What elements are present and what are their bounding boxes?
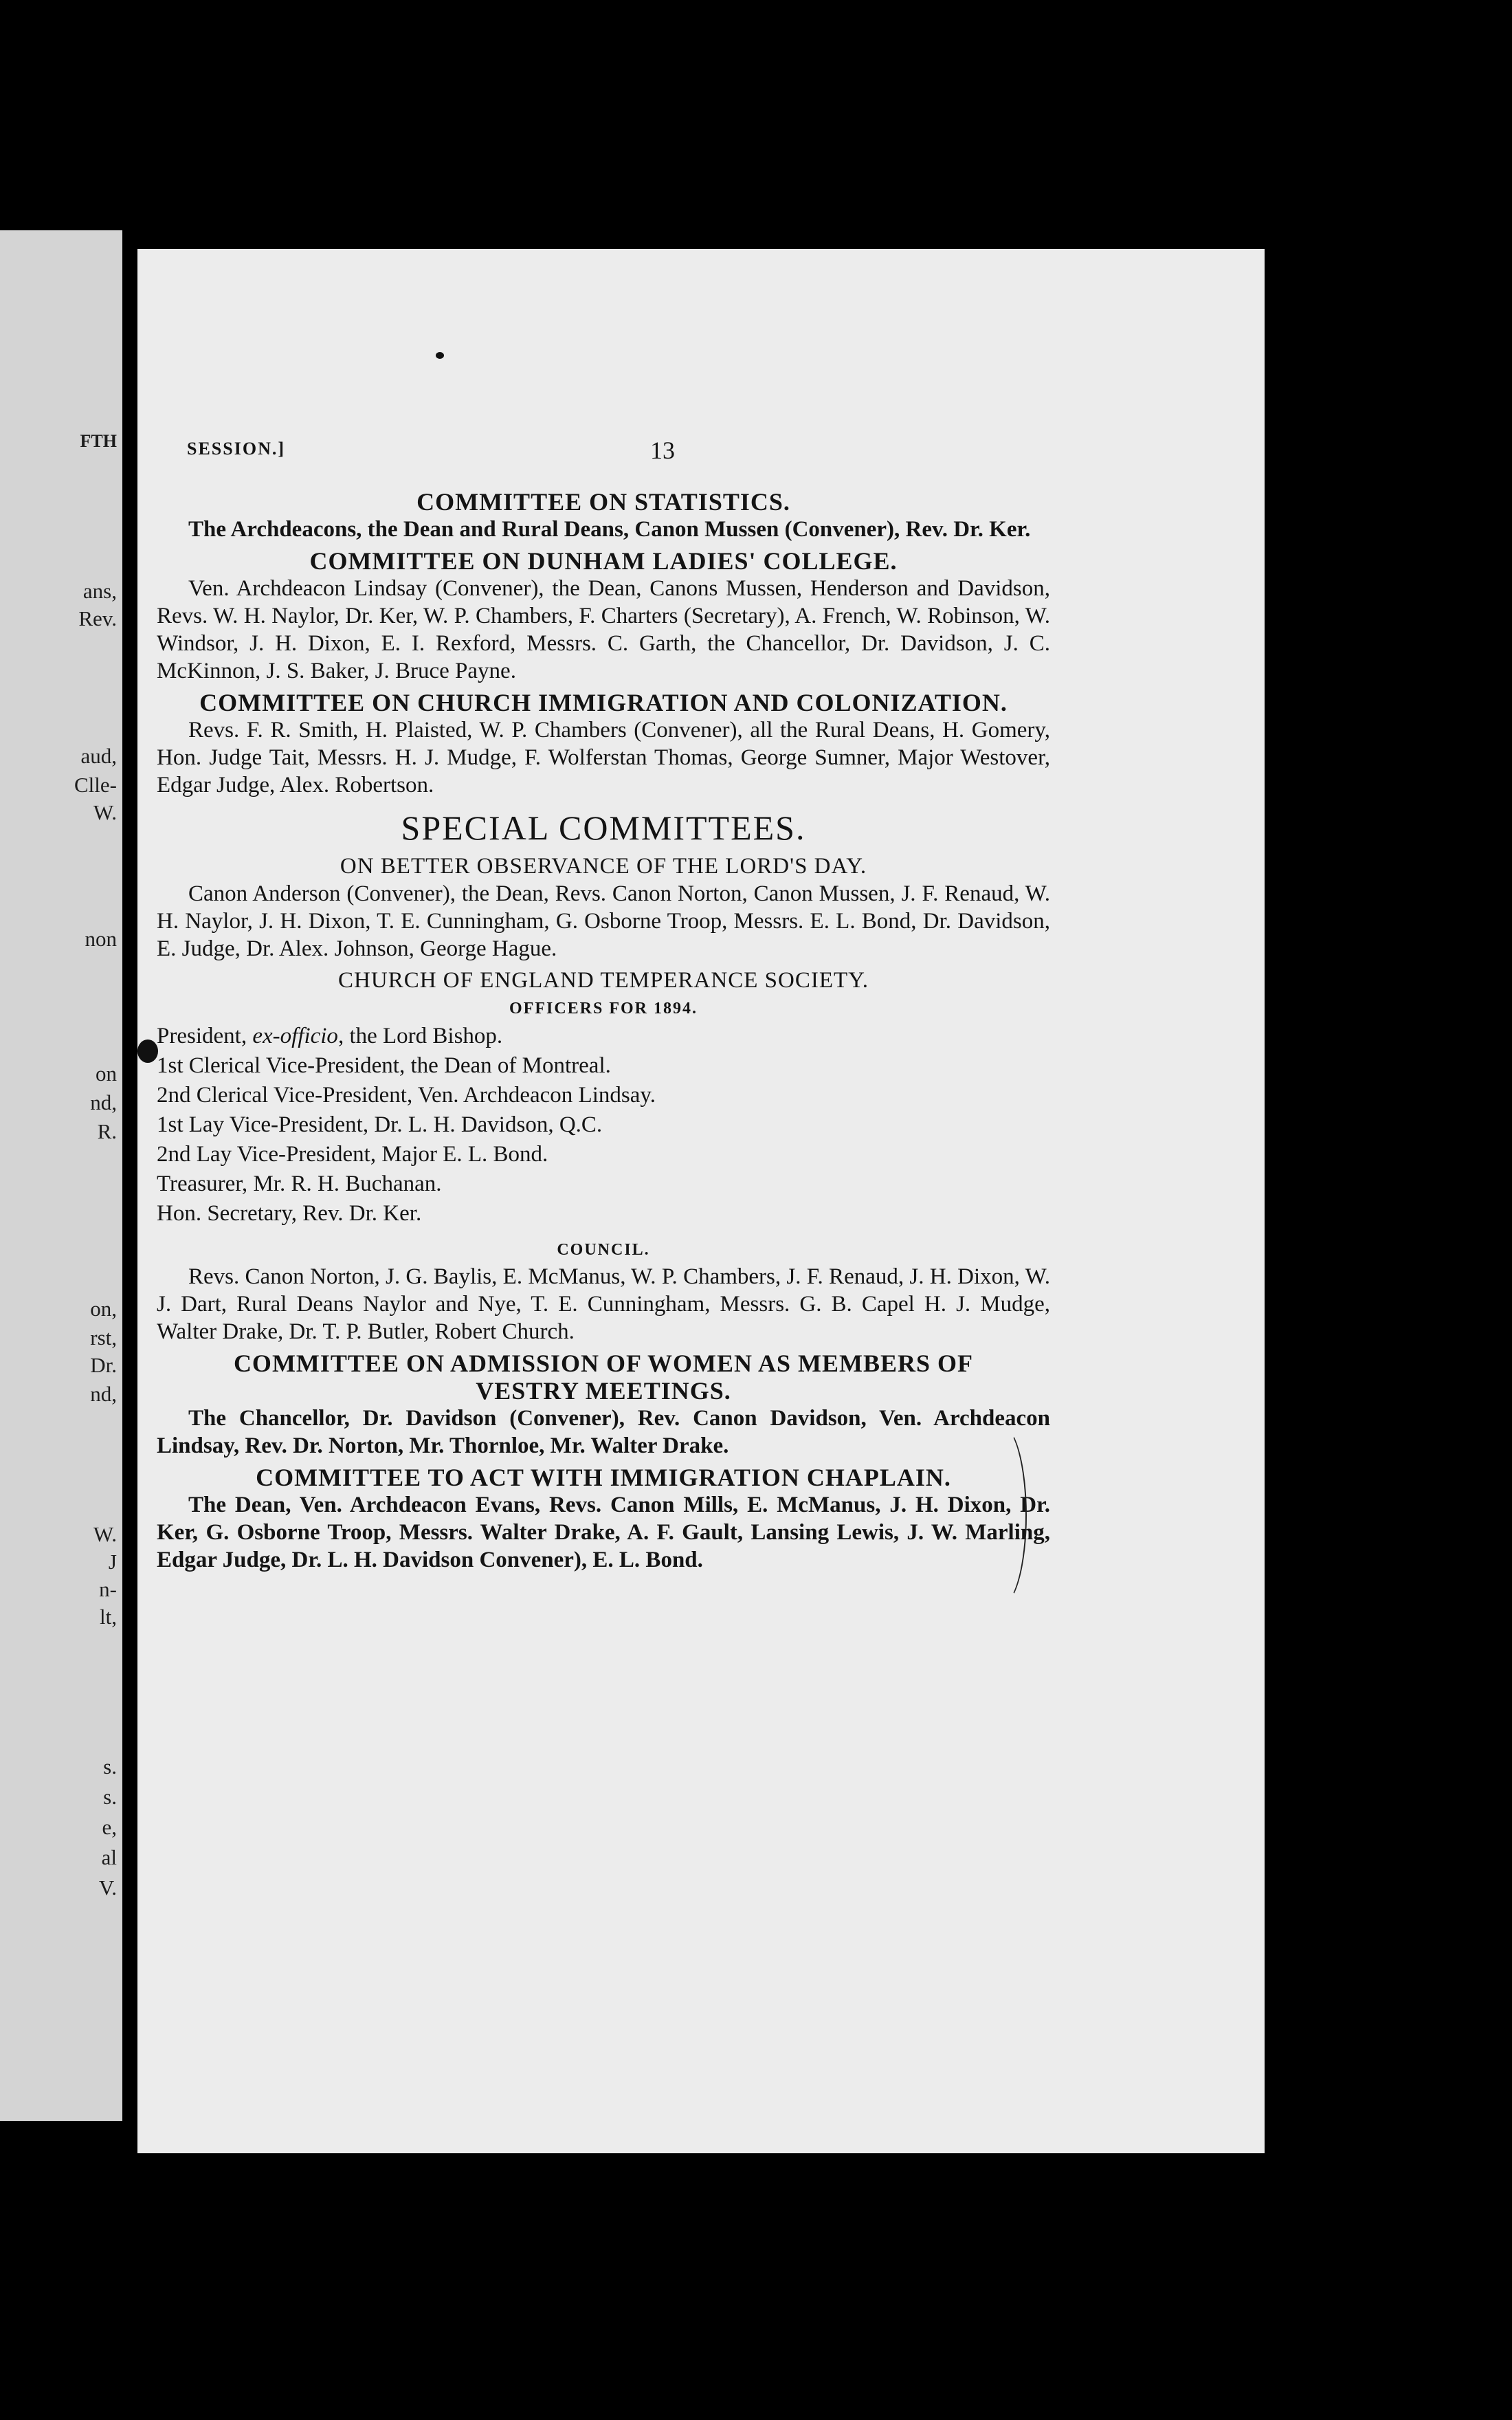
officer-name: Dr. L. H. Davidson, Q.C. [374, 1112, 603, 1137]
officer-name: Major E. L. Bond. [381, 1142, 548, 1167]
facing-page-fragment: W. [93, 800, 117, 824]
facing-page-fragment: V. [98, 1876, 117, 1900]
officer-role: 1st Lay Vice-President, [157, 1112, 375, 1137]
council-members: Revs. Canon Norton, J. G. Baylis, E. McManus, W. P. Chambers, J. F. Renaud, J. H. Dixon, W. J. Dart, Rural Deans Naylor and Nye, T. E. Cunningham, Messrs. G. B. Capel H. J. Mudge, Walter Drake, Dr. T. P. Butler, Robert Church. [157, 1264, 1050, 1344]
page-gutter [122, 230, 137, 2142]
committee-lords-day [157, 852, 1050, 962]
temperance-society [157, 967, 1050, 1345]
section-heading: CHURCH OF ENGLAND TEMPERANCE SOCIETY. [338, 968, 869, 993]
officer-name: , the Lord Bishop. [337, 1024, 503, 1048]
officers-heading: OFFICERS FOR 1894. [509, 1000, 698, 1018]
committee-members: Ven. Archdeacon Lindsay (Convener), the Dean, Canons Mussen, Henderson and Davidson, Revs. W. H. Naylor, Dr. Ker, W. P. Chambers, F. Charters (Secretary), A. French, W. Robinson, W. Windsor, J. H. Dixon, E. I. Rexford, Messrs. C. Garth, the Chancellor, Dr. Davidson, J. C. McKinnon, J. S. Baker, J. Bruce Payne. [157, 576, 1050, 683]
special-committees-heading: SPECIAL COMMITTEES. [401, 808, 806, 847]
council-heading: COUNCIL. [557, 1241, 650, 1259]
facing-page-fragment: FTH [80, 431, 117, 451]
facing-page-fragment: n- [99, 1577, 117, 1601]
officers-list [157, 1022, 1050, 1229]
officer-role: 2nd Clerical Vice-President, [157, 1083, 418, 1108]
page-body [157, 488, 1050, 1578]
facing-page-fragment: lt, [100, 1605, 117, 1629]
section-heading: ON BETTER OBSERVANCE OF THE LORD'S DAY. [340, 854, 867, 879]
ink-blot [137, 1040, 158, 1063]
running-head [187, 436, 1080, 463]
officer-name: Ven. Archdeacon Lindsay. [417, 1083, 656, 1108]
facing-page-fragment: nd, [90, 1090, 117, 1114]
committee-members: The Dean, Ven. Archdeacon Evans, Revs. Canon Mills, E. McManus, J. H. Dixon, Dr. Ker, G. Osborne Troop, Messrs. Walter Drake, A. F. Gault, Lansing Lewis, J. W. Marling, Edgar Judge, Dr. L. H. Davidson Convener), E. L. Bond. [157, 1493, 1050, 1572]
facing-page-fragment: e, [102, 1815, 117, 1839]
committee-immigration [157, 689, 1050, 799]
document-page [137, 249, 1265, 2153]
facing-page-fragment: rst, [90, 1326, 117, 1350]
committee-women-vestry [157, 1350, 1050, 1460]
officer-name: Rev. Dr. Ker. [302, 1201, 422, 1226]
section-heading: COMMITTEE ON CHURCH IMMIGRATION AND COLONIZATION. [199, 689, 1008, 716]
officer-role: President, [157, 1024, 253, 1048]
officer-entry [157, 1081, 1050, 1110]
officer-role-italic: ex-officio [252, 1024, 338, 1048]
facing-page-fragment: J [108, 1550, 117, 1574]
section-heading: COMMITTEE TO ACT WITH IMMIGRATION CHAPLAIN. [256, 1464, 951, 1491]
facing-page-fragment: Dr. [90, 1353, 117, 1377]
officer-entry [157, 1169, 1050, 1199]
facing-page-fragment: non [85, 927, 117, 951]
committee-members: Revs. F. R. Smith, H. Plaisted, W. P. Chambers (Convener), all the Rural Deans, H. Gomery, Hon. Judge Tait, Messrs. H. J. Mudge, F. Wolferstan Thomas, George Sumner, Major Westover, Edgar Judge, Alex. Robertson. [157, 718, 1050, 798]
facing-page-fragment: s. [103, 1785, 117, 1809]
facing-page-fragment: Rev. [78, 606, 117, 630]
section-heading: COMMITTEE ON DUNHAM LADIES' COLLEGE. [309, 547, 898, 575]
facing-page-strip [0, 230, 122, 2121]
officer-entry [157, 1022, 1050, 1051]
page-number: 13 [650, 437, 675, 464]
section-heading-continued: VESTRY MEETINGS. [476, 1377, 731, 1405]
committee-dunham [157, 547, 1050, 685]
officer-name: Mr. R. H. Buchanan. [253, 1172, 442, 1196]
facing-page-fragment: nd, [90, 1382, 117, 1406]
facing-page-fragment: on [96, 1062, 117, 1086]
facing-page-fragment: W. [93, 1522, 117, 1546]
facing-page-fragment: R. [97, 1119, 117, 1143]
committee-immigration-chaplain [157, 1464, 1050, 1574]
committee-members: Canon Anderson (Convener), the Dean, Revs. Canon Norton, Canon Mussen, J. F. Renaud, W. H. Naylor, J. H. Dixon, T. E. Cunningham, G. Osborne Troop, Messrs. E. L. Bond, Dr. Davidson, E. Judge, Dr. Alex. Johnson, George Hague. [157, 881, 1050, 961]
section-heading: COMMITTEE ON ADMISSION OF WOMEN AS MEMBERS OF [233, 1350, 974, 1377]
officer-entry [157, 1051, 1050, 1081]
committee-statistics [157, 488, 1050, 543]
officer-entry [157, 1199, 1050, 1229]
facing-page-fragment: Clle- [74, 773, 117, 797]
section-heading: COMMITTEE ON STATISTICS. [416, 488, 790, 516]
officer-role: 1st Clerical Vice-President, [157, 1053, 411, 1078]
officer-entry [157, 1110, 1050, 1140]
film-scratch [976, 1424, 1027, 1606]
facing-page-fragment: aud, [80, 744, 117, 768]
committee-members: The Archdeacons, the Dean and Rural Deans, Canon Mussen (Convener), Rev. Dr. Ker. [188, 517, 1031, 542]
officer-entry [157, 1140, 1050, 1169]
officer-role: Hon. Secretary, [157, 1201, 303, 1226]
session-label: SESSION.] [187, 439, 285, 459]
facing-page-fragment: al [101, 1845, 117, 1869]
committee-members: The Chancellor, Dr. Davidson (Convener), Rev. Canon Davidson, Ven. Archdeacon Lindsay, Rev. Dr. Norton, Mr. Thornloe, Mr. Walter Drake. [157, 1406, 1050, 1458]
officer-role: 2nd Lay Vice-President, [157, 1142, 382, 1167]
facing-page-fragment: s. [103, 1754, 117, 1779]
facing-page-fragment: ans, [82, 579, 117, 603]
officer-role: Treasurer, [157, 1172, 254, 1196]
officer-name: the Dean of Montreal. [410, 1053, 611, 1078]
facing-page-fragment: on, [90, 1297, 117, 1321]
ink-speck [436, 352, 444, 359]
